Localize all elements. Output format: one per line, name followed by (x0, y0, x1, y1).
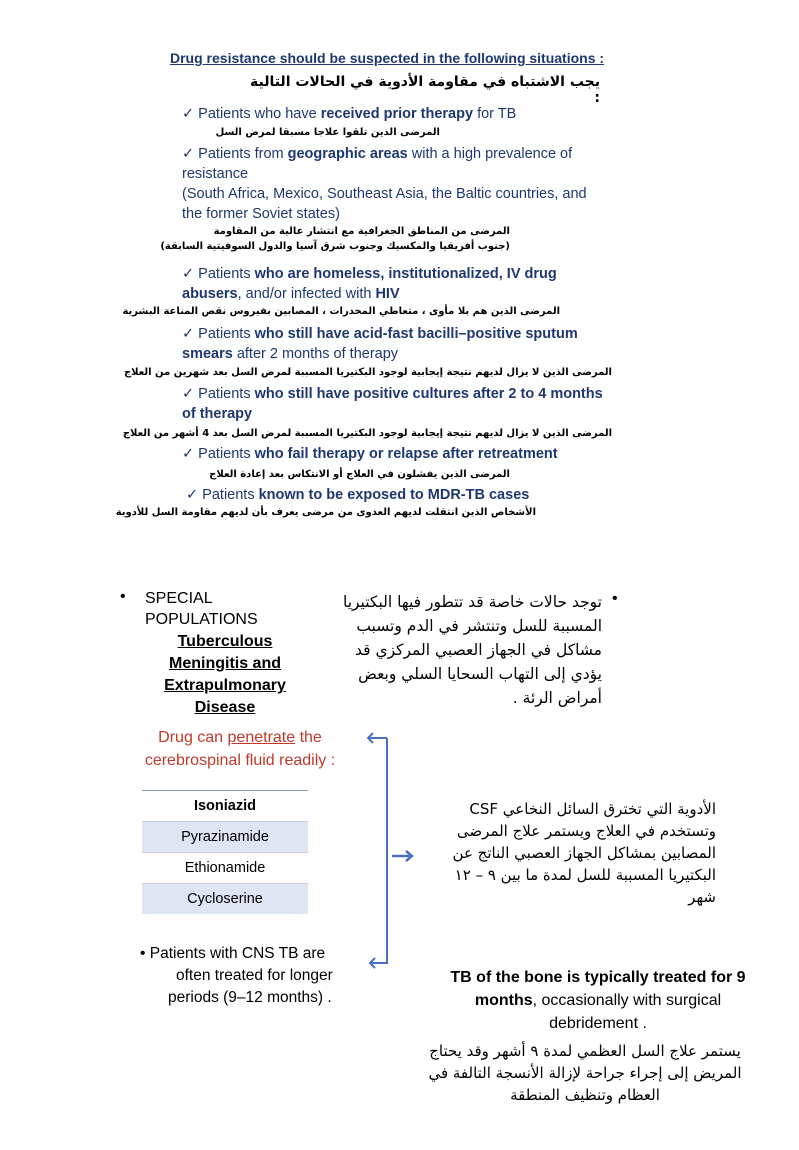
item-bold-text: who are homeless, institutionalized, IV drug (254, 266, 557, 282)
list-item-arabic: المرضى الذين يفشلون في العلاج أو الانتكاس بعد إعادة العلاج (209, 469, 510, 480)
item-bold-text: HIV (375, 286, 400, 302)
item-text: Patients (194, 326, 255, 342)
bone-bold-text: months (474, 992, 533, 1009)
label-text: cerebrospinal fluid readily : (144, 752, 336, 769)
list-item-prior-therapy (182, 104, 516, 124)
checkmark-icon: ✓ (186, 487, 199, 503)
drug-row-ethionamide: Ethionamide (142, 852, 308, 883)
bracket-line (370, 738, 387, 963)
title-line: Tuberculous (177, 633, 273, 650)
checkmark-icon: ✓ (182, 326, 195, 342)
bone-tb-arabic: يستمر علاج السل العظمي لمدة ٩ أشهر وقد يحتاج المريض إلى إجراء جراحة لإزالة الأنسجة التالفة في العظام وتنظيف المنطقة (428, 1042, 742, 1104)
label-text: the (295, 729, 322, 746)
cns-text: often treated for longer (176, 967, 333, 984)
list-item-arabic: (جنوب أفريقيا والمكسيك وجنوب شرق آسيا والدول السوفيتية السابقة) (160, 241, 510, 252)
section-heading: Drug resistance should be suspected in the following situations : (170, 50, 605, 66)
item-text: (South Africa, Mexico, Southeast Asia, the Baltic countries, and (182, 186, 587, 202)
list-item-fail-therapy (182, 444, 558, 464)
item-bold-text: received prior therapy (320, 106, 474, 122)
list-item-arabic: المرضى من المناطق الجغرافية مع انتشار عالية من المقاومة (213, 226, 510, 237)
bone-bold-text: TB of the bone is typically treated for 9 (450, 969, 746, 986)
bone-text: debridement . (549, 1015, 647, 1032)
tb-meningitis-title (140, 631, 310, 719)
cns-tb-note (140, 943, 370, 1009)
item-bold-text: of therapy (182, 406, 253, 422)
item-text: Patients who have (194, 106, 321, 122)
item-text: for TB (473, 106, 517, 122)
special-populations-label (145, 588, 258, 630)
list-item-mdr-tb (186, 485, 529, 505)
checkmark-icon: ✓ (182, 446, 195, 462)
item-text: after 2 months of therapy (232, 346, 399, 362)
item-bold-text: who fail therapy or relapse after retreatment (254, 446, 558, 462)
list-item-arabic: الأشخاص الذين انتقلت لديهم العدوى من مرضى يعرف بأن لديهم مقاومة السل للأدوية (115, 507, 536, 518)
item-bold-text: who still have acid-fast bacilli–positive sputum (254, 326, 578, 342)
bone-tb-note (418, 966, 778, 1035)
list-item-afb-smears (182, 324, 602, 364)
cns-text: • Patients with CNS TB are (140, 945, 326, 962)
list-item-arabic: المرضى الذين لا يزال لديهم نتيجة إيجابية لوجود البكتيريا المسببة لمرض السل بعد شهرين من العلاج (123, 367, 612, 378)
drug-row-cycloserine: Cycloserine (142, 883, 308, 914)
bullet: • (120, 588, 126, 605)
item-bold-text: who still have positive cultures after 2 to 4 months (254, 386, 603, 402)
list-item-arabic: المرضى الذين لا يزال لديهم نتيجة إيجابية لوجود البكتيريا المسببة لمرض السل بعد 4 أشهر من العلاج (122, 428, 612, 439)
checkmark-icon: ✓ (182, 106, 195, 122)
label-underlined-text: penetrate (227, 729, 296, 746)
arabic-bullet: • (612, 590, 618, 607)
drug-row-pyrazinamide: Pyrazinamide (142, 821, 308, 852)
item-text: with a high prevalence of (407, 146, 573, 162)
item-text: Patients (194, 386, 255, 402)
special-populations-arabic: توجد حالات خاصة قد تتطور فيها البكتيريا المسببة للسل وتنتشر في الدم وتسبب مشاكل في الجهاز العصبي المركزي قد يؤدي إلى التهاب السحايا السلي وبعض أمراض الرئة . (342, 593, 602, 707)
item-text: Patients (198, 487, 259, 503)
item-bold-text: geographic areas (287, 146, 408, 162)
list-item-geographic-areas (182, 144, 622, 224)
csf-arabic: الأدوية التي تخترق السائل النخاعي CSF وتستخدم في العلاج ويستمر علاج المرضى المصابين بمشاكل الجهاز العصبي الناتج عن البكتيريا المسببة للسل لمدة ما بين ٩ – ١٢ شهر (452, 800, 716, 906)
item-text: Patients (194, 446, 255, 462)
label-text: Drug can (158, 729, 228, 746)
item-text: Patients (194, 266, 255, 282)
special-text: POPULATIONS (145, 611, 258, 628)
drug-penetrate-label (120, 726, 360, 772)
checkmark-icon: ✓ (182, 266, 195, 282)
drug-row-isoniazid: Isoniazid (142, 790, 308, 821)
cns-text: periods (9–12 months) . (168, 989, 332, 1006)
item-text: Patients from (194, 146, 288, 162)
item-text: , and/or infected with (237, 286, 376, 302)
title-line: Extrapulmonary (164, 677, 286, 694)
section-heading-arabic: يجب الاشتباه في مقاومة الأدوية في الحالات التالية : (250, 74, 600, 106)
title-line: Meningitis and (169, 655, 281, 672)
list-item-homeless (182, 264, 602, 304)
checkmark-icon: ✓ (182, 386, 195, 402)
list-item-arabic: المرضى الذين تلقوا علاجا مسبقا لمرض السل (215, 127, 440, 138)
drug-table (142, 790, 308, 914)
checkmark-icon: ✓ (182, 146, 195, 162)
item-bold-text: known to be exposed to MDR-TB cases (258, 487, 530, 503)
item-bold-text: smears (182, 346, 233, 362)
bone-text: , occasionally with surgical (532, 992, 722, 1009)
item-text: the former Soviet states) (182, 206, 340, 222)
bracket-arrows (360, 728, 430, 973)
item-text: resistance (182, 166, 249, 182)
list-item-positive-cultures (182, 384, 622, 424)
list-item-arabic: المرضى الذين هم بلا مأوى ، متعاطي المخدرات ، المصابين بفيروس نقص المناعة البشرية (122, 306, 560, 317)
item-bold-text: abusers (182, 286, 238, 302)
special-text: SPECIAL (145, 590, 213, 607)
title-line: Disease (194, 699, 256, 716)
